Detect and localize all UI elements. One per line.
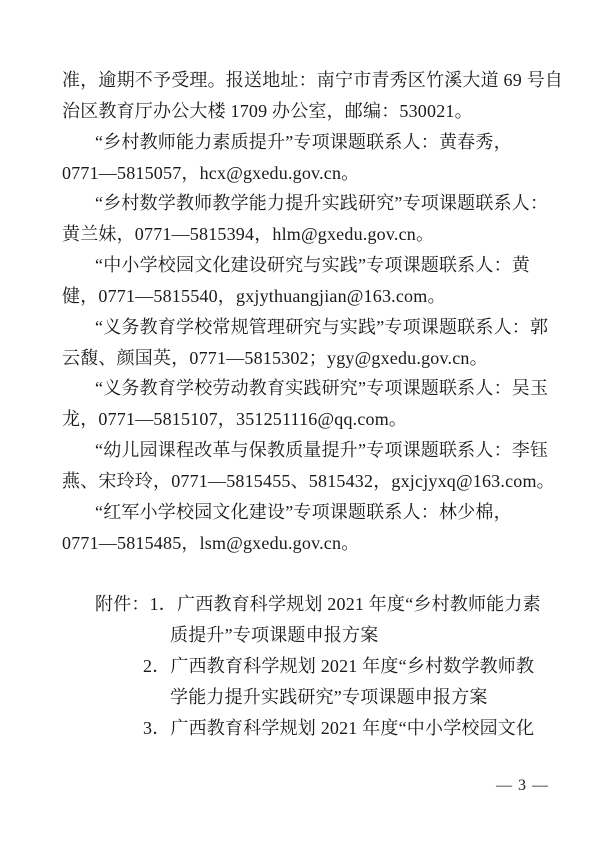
page-number: — 3 — bbox=[496, 777, 549, 794]
contact-line-rural-teacher-phone: 0771—5815057，hcx@gxedu.gov.cn。 bbox=[62, 162, 360, 183]
contact-line-campus-culture-phone: 健，0771—5815540，gxjythuangjian@163.com。 bbox=[62, 285, 446, 306]
attachment-line-2: 质提升”专项课题申报方案 bbox=[170, 625, 379, 646]
attachment-line-5: 3．广西教育科学规划 2021 年度“中小学校园文化 bbox=[143, 717, 535, 738]
contact-line-campus-culture: “中小学校园文化建设研究与实践”专项课题联系人：黄 bbox=[95, 255, 530, 276]
body-line-1: 准，逾期不予受理。报送地址：南宁市青秀区竹溪大道 69 号自 bbox=[62, 70, 563, 90]
attachment-line-1: 附件：1．广西教育科学规划 2021 年度“乡村教师能力素 bbox=[95, 594, 541, 615]
contact-line-rural-math: “乡村数学教师教学能力提升实践研究”专项课题联系人： bbox=[95, 193, 549, 214]
contact-line-red-army-school-phone: 0771—5815485，lsm@gxedu.gov.cn。 bbox=[62, 532, 360, 553]
contact-line-rural-teacher: “乡村教师能力素质提升”专项课题联系人：黄春秀， bbox=[95, 131, 512, 152]
contact-line-kindergarten: “幼儿园课程改革与保教质量提升”专项课题联系人：李钰 bbox=[95, 440, 549, 461]
contact-line-kindergarten-phone: 燕、宋玲玲，0771—5815455、5815432，gxjcjyxq@163.com。 bbox=[62, 470, 555, 491]
contact-line-labor-edu: “义务教育学校劳动教育实践研究”专项课题联系人：吴玉 bbox=[95, 378, 549, 399]
paragraph-gap bbox=[62, 559, 558, 590]
document-body bbox=[62, 65, 563, 744]
contact-line-routine-mgmt: “义务教育学校常规管理研究与实践”专项课题联系人：郭 bbox=[95, 316, 549, 337]
contact-line-labor-edu-phone: 龙，0771—5815107，351251116@qq.com。 bbox=[62, 409, 408, 430]
contact-line-routine-mgmt-phone: 云馥、颜国英，0771—5815302；ygy@gxedu.gov.cn。 bbox=[62, 347, 488, 368]
attachment-line-3: 2．广西教育科学规划 2021 年度“乡村数学教师教 bbox=[143, 656, 535, 677]
contact-line-red-army-school: “红军小学校园文化建设”专项课题联系人：林少棉， bbox=[95, 501, 512, 522]
body-line-2: 治区教育厅办公大楼 1709 办公室，邮编：530021。 bbox=[62, 100, 473, 121]
attachment-line-4: 学能力提升实践研究”专项课题申报方案 bbox=[170, 686, 488, 707]
contact-line-rural-math-phone: 黄兰妹，0771—5815394，hlm@gxedu.gov.cn。 bbox=[62, 224, 435, 245]
